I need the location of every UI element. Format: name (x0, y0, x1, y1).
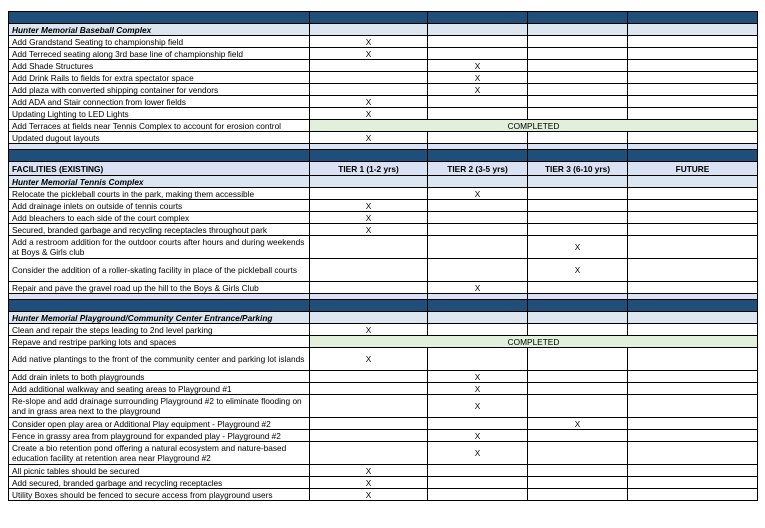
band-cell (628, 12, 758, 24)
table-row (9, 336, 758, 348)
table-row (9, 418, 758, 430)
tier-2-cell (428, 465, 528, 477)
tier-future-cell (628, 132, 758, 144)
section-row-tennis (9, 176, 758, 188)
tier-future-cell (628, 60, 758, 72)
section-row-playground (9, 312, 758, 324)
tier-3-cell (528, 212, 628, 224)
tier-2-cell (428, 108, 528, 120)
tier-1-mark: X (310, 96, 428, 108)
item-label: Add Grandstand Seating to championship field (9, 36, 310, 48)
tier-3-cell (528, 442, 628, 465)
column-header-tier2: TIER 2 (3-5 yrs) (428, 162, 528, 176)
tier-1-mark: X (310, 477, 428, 489)
table-row (9, 96, 758, 108)
section-cell (310, 176, 428, 188)
tier-1-mark: X (310, 224, 428, 236)
tier-3-cell (528, 395, 628, 418)
tier-1-cell (310, 442, 428, 465)
item-label: All picnic tables should be secured (9, 465, 310, 477)
table-row (9, 48, 758, 60)
tier-1-cell (310, 236, 428, 259)
tier-plan-table (8, 11, 758, 501)
tier-3-cell (528, 48, 628, 60)
item-label: Consider the addition of a roller-skating facility in place of the pickleball courts (9, 259, 310, 282)
tier-plan-spreadsheet (8, 11, 757, 501)
tier-3-cell (528, 96, 628, 108)
tier-1-mark: X (310, 324, 428, 336)
band-cell (9, 12, 310, 24)
tier-1-cell (310, 418, 428, 430)
item-label: Add Terraces at fields near Tennis Complex to account for erosion control (9, 120, 310, 132)
tier-1-mark: X (310, 212, 428, 224)
tier-3-cell (528, 371, 628, 383)
section-title: Hunter Memorial Baseball Complex (9, 24, 310, 36)
tier-1-mark: X (310, 36, 428, 48)
tier-3-cell (528, 36, 628, 48)
tier-future-cell (628, 212, 758, 224)
tier-future-cell (628, 108, 758, 120)
tier-2-cell (428, 489, 528, 501)
tier-future-cell (628, 259, 758, 282)
tier-future-cell (628, 36, 758, 48)
tier-future-cell (628, 224, 758, 236)
table-row (9, 108, 758, 120)
band-cell (628, 300, 758, 312)
tier-1-mark: X (310, 108, 428, 120)
section-cell (428, 312, 528, 324)
tier-3-cell (528, 108, 628, 120)
tier-3-cell (528, 477, 628, 489)
band-cell (428, 12, 528, 24)
item-label: Clean and repair the steps leading to 2nd level parking (9, 324, 310, 336)
tier-3-cell (528, 224, 628, 236)
tier-2-mark: X (428, 395, 528, 418)
table-row (9, 132, 758, 144)
tier-future-cell (628, 84, 758, 96)
tier-1-mark: X (310, 489, 428, 501)
tier-future-cell (628, 418, 758, 430)
table-row (9, 442, 758, 465)
column-header-row (9, 162, 758, 176)
tier-2-mark: X (428, 84, 528, 96)
completed-cell: COMPLETED (310, 120, 758, 132)
table-row (9, 383, 758, 395)
tier-2-mark: X (428, 383, 528, 395)
item-label: Add plaza with converted shipping container for vendors (9, 84, 310, 96)
completed-cell: COMPLETED (310, 336, 758, 348)
tier-3-cell (528, 72, 628, 84)
tier-2-mark: X (428, 282, 528, 294)
tier-2-cell (428, 200, 528, 212)
tier-1-cell (310, 395, 428, 418)
tier-2-cell (428, 132, 528, 144)
band-cell (9, 150, 310, 162)
tier-1-cell (310, 259, 428, 282)
table-row (9, 212, 758, 224)
tier-1-cell (310, 72, 428, 84)
column-header-future: FUTURE (628, 162, 758, 176)
section-title: Hunter Memorial Playground/Community Center Entrance/Parking (9, 312, 310, 324)
section-cell (528, 312, 628, 324)
table-row (9, 430, 758, 442)
table-row (9, 371, 758, 383)
band-cell (310, 150, 428, 162)
section-cell (528, 24, 628, 36)
section-cell (628, 176, 758, 188)
band-cell (310, 300, 428, 312)
item-label: Add Shade Structures (9, 60, 310, 72)
tier-2-cell (428, 36, 528, 48)
item-label: Secured, branded garbage and recycling receptacles throughout park (9, 224, 310, 236)
table-row (9, 477, 758, 489)
table-row (9, 489, 758, 501)
tier-2-mark: X (428, 188, 528, 200)
item-label: Re-slope and add drainage surrounding Playground #2 to eliminate flooding on and in grass area next to the playground (9, 395, 310, 418)
tier-2-mark: X (428, 60, 528, 72)
section-cell (310, 312, 428, 324)
item-label: Repave and restripe parking lots and spaces (9, 336, 310, 348)
tier-3-cell (528, 465, 628, 477)
table-row (9, 60, 758, 72)
band-cell (528, 12, 628, 24)
tier-3-cell (528, 188, 628, 200)
item-label: Add drainage inlets on outside of tennis courts (9, 200, 310, 212)
item-label: Add bleachers to each side of the court complex (9, 212, 310, 224)
tier-3-cell (528, 132, 628, 144)
tier-3-mark: X (528, 259, 628, 282)
header-band (9, 12, 758, 24)
tier-1-cell (310, 383, 428, 395)
table-body (9, 12, 758, 501)
band-cell (428, 150, 528, 162)
tier-future-cell (628, 236, 758, 259)
table-row (9, 200, 758, 212)
tier-1-mark: X (310, 132, 428, 144)
table-row (9, 72, 758, 84)
column-header-tier1: TIER 1 (1-2 yrs) (310, 162, 428, 176)
item-label: Relocate the pickleball courts in the park, making them accessible (9, 188, 310, 200)
tier-2-cell (428, 259, 528, 282)
tier-1-mark: X (310, 348, 428, 371)
band-cell (9, 300, 310, 312)
tier-future-cell (628, 282, 758, 294)
item-label: Consider open play area or Additional Play equipment - Playground #2 (9, 418, 310, 430)
table-row (9, 324, 758, 336)
tier-future-cell (628, 371, 758, 383)
item-label: Add Drink Rails to fields for extra spectator space (9, 72, 310, 84)
tier-2-cell (428, 96, 528, 108)
item-label: Add Terreced seating along 3rd base line of championship field (9, 48, 310, 60)
tier-1-cell (310, 430, 428, 442)
item-label: Updating Lighting to LED Lights (9, 108, 310, 120)
tier-3-cell (528, 489, 628, 501)
column-header-facilities: FACILITIES (EXISTING) (9, 162, 310, 176)
tier-future-cell (628, 383, 758, 395)
section-row-baseball (9, 24, 758, 36)
tier-3-cell (528, 383, 628, 395)
item-label: Create a bio retention pond offering a natural ecosystem and nature-based education facility at retention area near Playground #2 (9, 442, 310, 465)
table-row (9, 282, 758, 294)
item-label: Add secured, branded garbage and recycling receptacles (9, 477, 310, 489)
tier-future-cell (628, 200, 758, 212)
item-label: Updated dugout layouts (9, 132, 310, 144)
tier-2-cell (428, 212, 528, 224)
table-row (9, 465, 758, 477)
band-cell (310, 12, 428, 24)
table-row (9, 348, 758, 371)
tier-1-mark: X (310, 200, 428, 212)
item-label: Add additional walkway and seating areas to Playground #1 (9, 383, 310, 395)
tier-3-cell (528, 430, 628, 442)
table-row (9, 395, 758, 418)
table-row (9, 224, 758, 236)
tier-1-mark: X (310, 465, 428, 477)
tier-2-mark: X (428, 371, 528, 383)
tier-3-cell (528, 324, 628, 336)
tier-2-mark: X (428, 430, 528, 442)
tier-1-cell (310, 188, 428, 200)
tier-1-cell (310, 60, 428, 72)
table-row (9, 120, 758, 132)
tier-2-cell (428, 236, 528, 259)
tier-future-cell (628, 324, 758, 336)
tier-3-mark: X (528, 236, 628, 259)
tier-future-cell (628, 96, 758, 108)
band-cell (528, 150, 628, 162)
item-label: Add ADA and Stair connection from lower fields (9, 96, 310, 108)
item-label: Add a restroom addition for the outdoor courts after hours and during weekends at Boys & Girls club (9, 236, 310, 259)
item-label: Utility Boxes should be fenced to secure access from playground users (9, 489, 310, 501)
tier-3-cell (528, 60, 628, 72)
tier-2-cell (428, 348, 528, 371)
tier-future-cell (628, 477, 758, 489)
section-cell (628, 24, 758, 36)
tier-2-cell (428, 477, 528, 489)
tier-future-cell (628, 48, 758, 60)
column-header-tier3: TIER 3 (6-10 yrs) (528, 162, 628, 176)
tier-future-cell (628, 489, 758, 501)
tier-3-cell (528, 200, 628, 212)
table-row (9, 259, 758, 282)
table-row (9, 236, 758, 259)
tier-future-cell (628, 442, 758, 465)
item-label: Add native plantings to the front of the community center and parking lot islands (9, 348, 310, 371)
section-cell (428, 176, 528, 188)
table-row (9, 188, 758, 200)
tier-1-cell (310, 371, 428, 383)
tier-2-cell (428, 224, 528, 236)
tier-1-mark: X (310, 48, 428, 60)
tier-future-cell (628, 430, 758, 442)
tier-3-cell (528, 282, 628, 294)
section-cell (310, 24, 428, 36)
tier-2-cell (428, 324, 528, 336)
section-title: Hunter Memorial Tennis Complex (9, 176, 310, 188)
tier-future-cell (628, 395, 758, 418)
tier-3-cell (528, 348, 628, 371)
tier-3-mark: X (528, 418, 628, 430)
tier-3-cell (528, 84, 628, 96)
band-cell (628, 150, 758, 162)
tier-future-cell (628, 348, 758, 371)
section-cell (528, 176, 628, 188)
table-row (9, 84, 758, 96)
band-cell (428, 300, 528, 312)
table-row (9, 36, 758, 48)
tier-1-cell (310, 282, 428, 294)
section-cell (428, 24, 528, 36)
item-label: Fence in grassy area from playground for expanded play - Playground #2 (9, 430, 310, 442)
tier-1-cell (310, 84, 428, 96)
tier-2-mark: X (428, 72, 528, 84)
section-cell (628, 312, 758, 324)
tier-2-cell (428, 418, 528, 430)
tier-future-cell (628, 72, 758, 84)
item-label: Repair and pave the gravel road up the hill to the Boys & Girls Club (9, 282, 310, 294)
tier-future-cell (628, 188, 758, 200)
item-label: Add drain inlets to both playgrounds (9, 371, 310, 383)
tier-future-cell (628, 465, 758, 477)
tier-2-mark: X (428, 442, 528, 465)
band-cell (528, 300, 628, 312)
header-band (9, 150, 758, 162)
header-band (9, 300, 758, 312)
tier-2-cell (428, 48, 528, 60)
